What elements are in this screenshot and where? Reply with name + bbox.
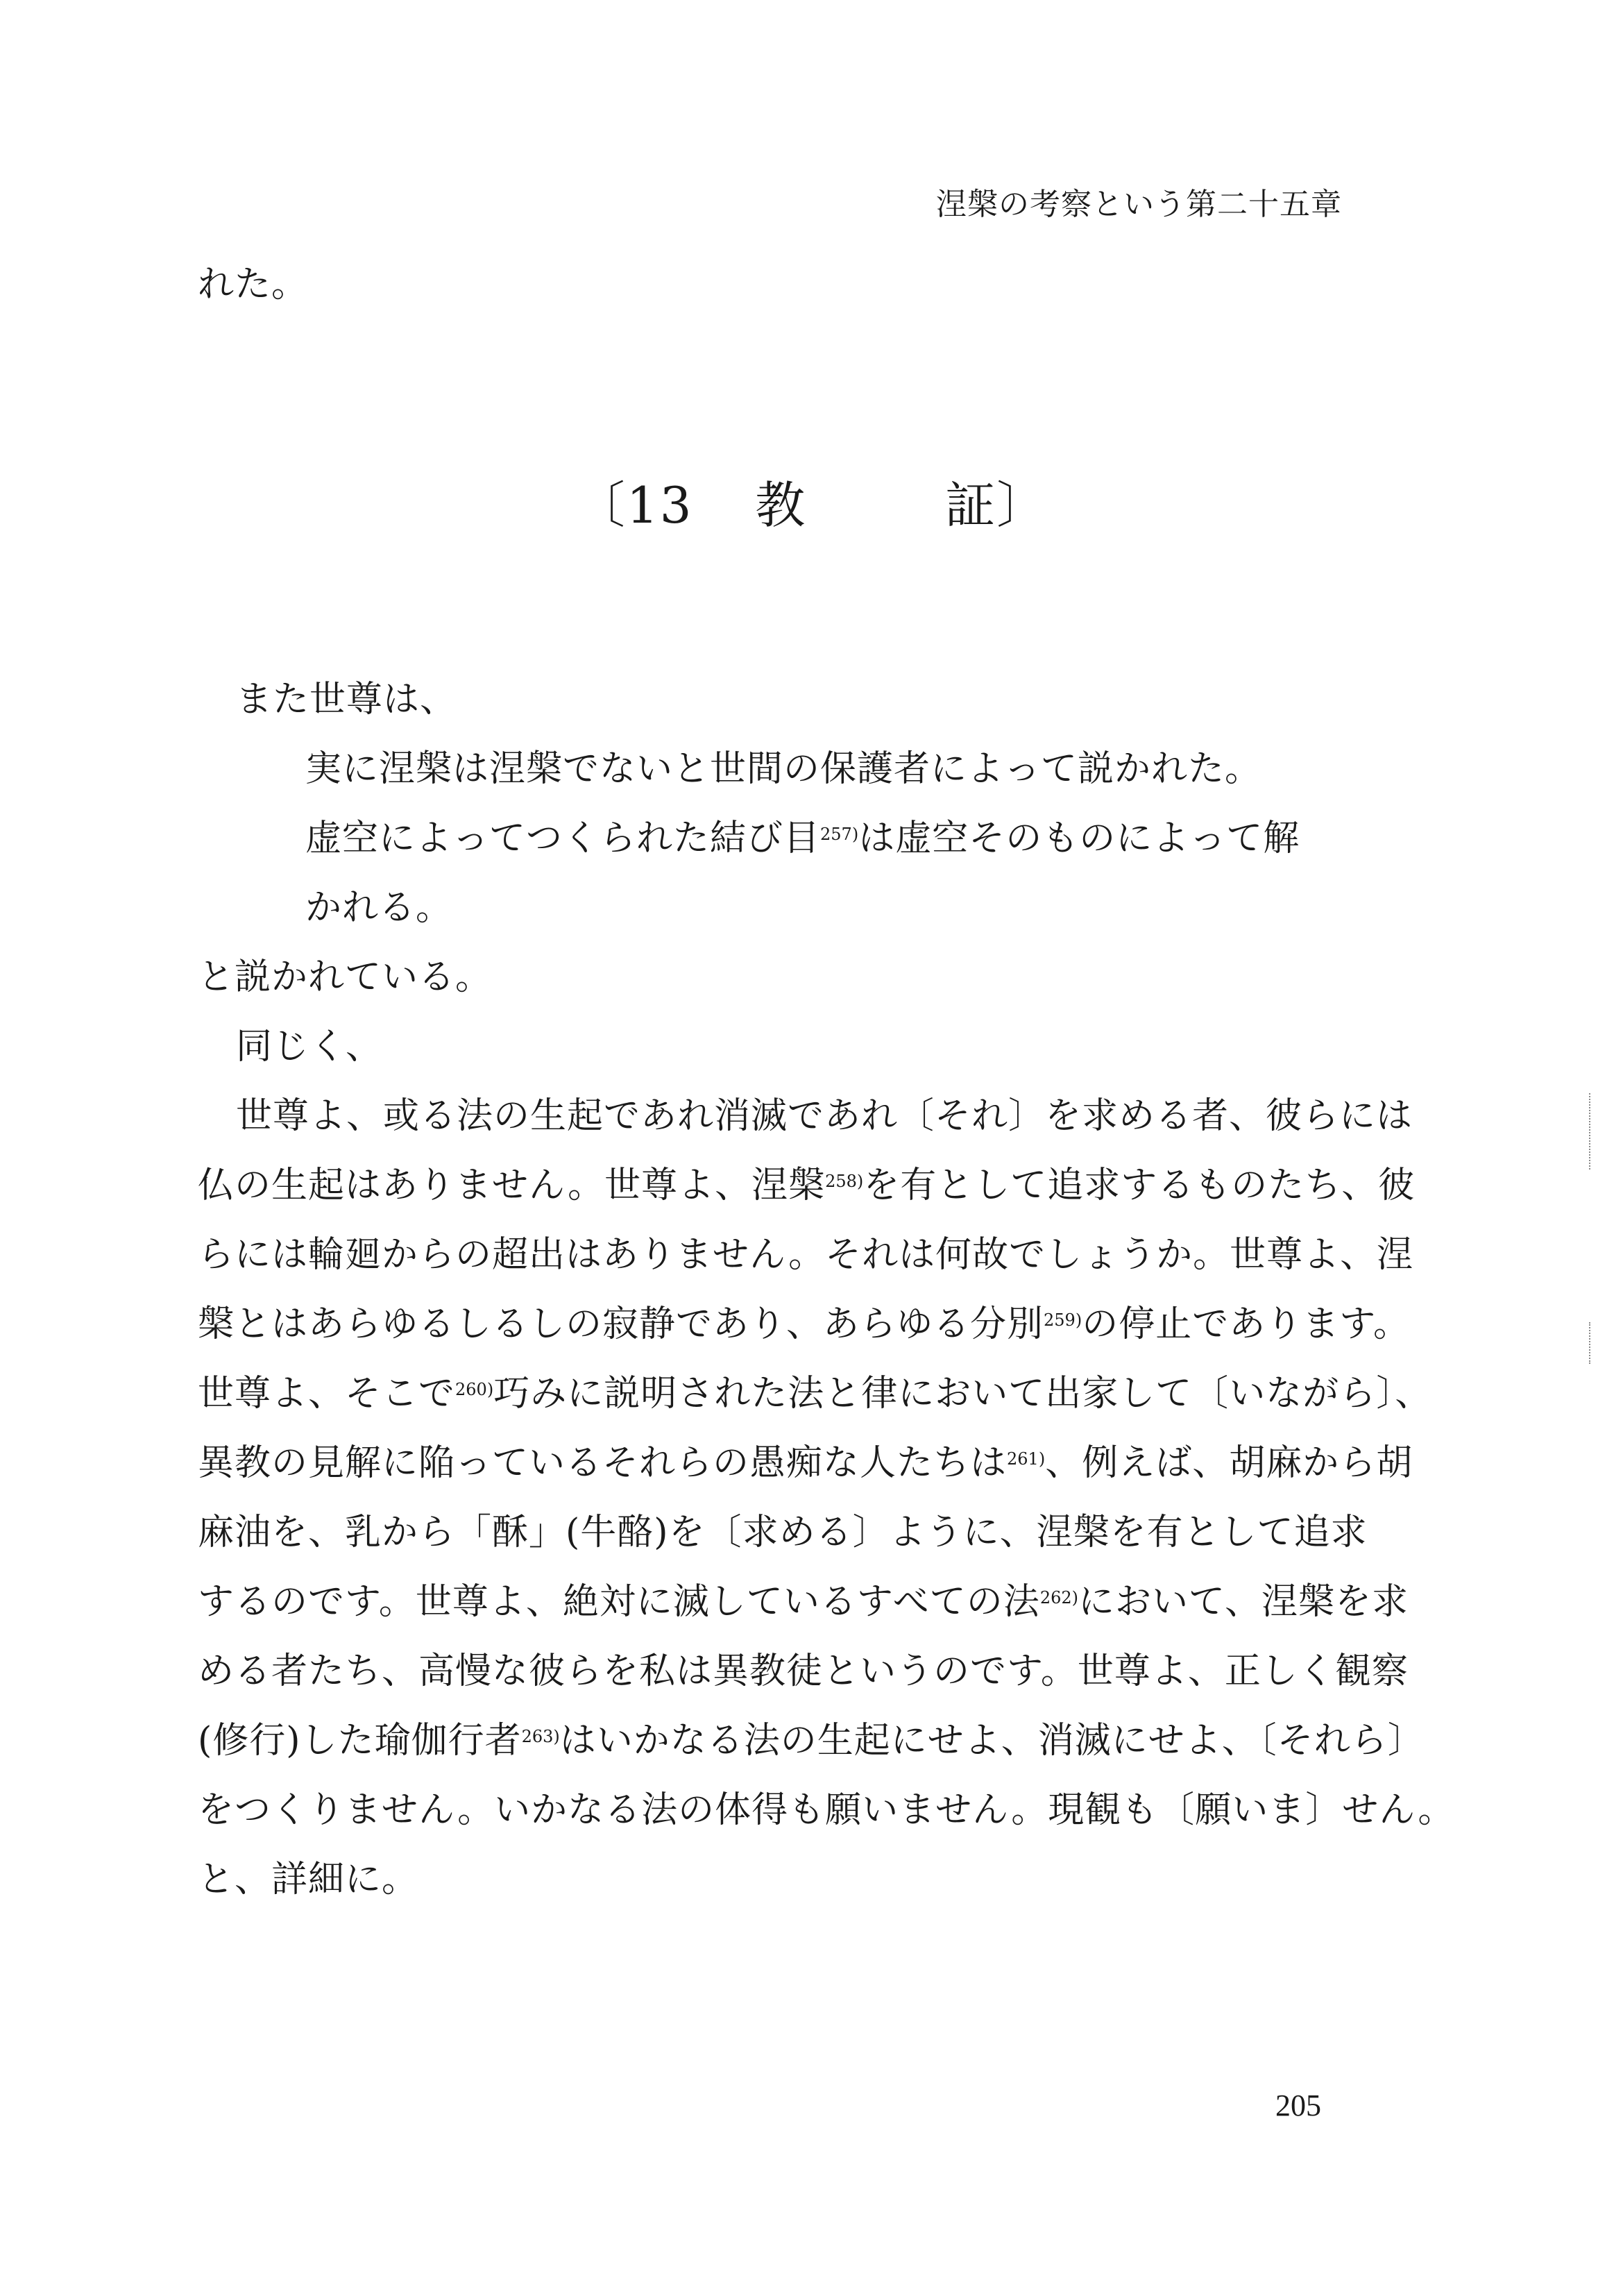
paragraph-line xyxy=(198,1581,1409,1623)
paragraph-text: 世尊よ、そこで xyxy=(198,1373,456,1415)
paragraph-text: するのです。世尊よ、絶対に滅しているすべての法 xyxy=(198,1581,1040,1623)
paragraph-text: 、例えば、胡麻から胡 xyxy=(1045,1442,1413,1484)
margin-scan-marks xyxy=(1589,1322,1595,1364)
paragraph-text: をつくりません。いかなる法の体得も願いません。現観も〔願いま〕せん。 xyxy=(198,1789,1455,1831)
paragraph-text: 世尊よ、或る法の生起であれ消滅であれ〔それ〕を求める者、彼らには xyxy=(236,1095,1413,1137)
verse-text: 実に涅槃は涅槃でないと世間の保護者によって説かれた。 xyxy=(305,748,1262,790)
footnote-marker: 263) xyxy=(521,1727,560,1746)
verse-line xyxy=(305,818,1300,859)
verse-line xyxy=(305,748,1261,790)
paragraph-text: を有として追求するものたち、彼 xyxy=(863,1165,1416,1206)
section-heading-word-2: 証〕 xyxy=(945,476,1048,534)
section-heading-word-1: 教 xyxy=(755,476,807,534)
paragraph-line xyxy=(198,1373,1431,1415)
margin-scan-marks xyxy=(1589,1093,1595,1170)
previous-page-ending: れた。 xyxy=(198,264,309,305)
paragraph-line xyxy=(198,1165,1415,1206)
paragraph-text: める者たち、高慢な彼らを私は異教徒というのです。世尊よ、正しく観察 xyxy=(198,1651,1409,1692)
page-number: 205 xyxy=(1275,2088,1321,2122)
onaji-line: 同じく、 xyxy=(236,1026,382,1067)
paragraph-text: 槃とはあらゆるしるしの寂静であり、あらゆる分別 xyxy=(198,1303,1044,1345)
after-verse-line: と説かれている。 xyxy=(198,956,493,998)
section-heading xyxy=(0,465,1623,537)
paragraph-text: (修行)した瑜伽行者 xyxy=(198,1720,522,1762)
intro-line: また世尊は、 xyxy=(236,679,457,720)
verse-text: かれる。 xyxy=(305,887,453,929)
footnote-marker: 257) xyxy=(820,825,859,844)
paragraph-line xyxy=(236,1095,1413,1137)
paragraph-text: 異教の見解に陥っているそれらの愚痴な人たちは xyxy=(198,1442,1008,1484)
paragraph-line xyxy=(198,1442,1413,1484)
verse-text: は虚空そのものによって解 xyxy=(858,818,1300,859)
running-head: 涅槃の考察という第二十五章 xyxy=(936,187,1342,222)
paragraph-line xyxy=(198,1234,1413,1276)
paragraph-text: において、涅槃を求 xyxy=(1078,1581,1409,1623)
footnote-marker: 260) xyxy=(455,1380,494,1399)
footnote-marker: 259) xyxy=(1044,1310,1082,1330)
paragraph-text: はいかなる法の生起にせよ、消滅にせよ、〔それら〕 xyxy=(559,1720,1425,1762)
paragraph-line xyxy=(198,1303,1410,1345)
section-heading-number: 〔13 xyxy=(575,476,693,534)
paragraph-text: 巧みに説明された法と律において出家して〔いながら〕、 xyxy=(493,1373,1432,1415)
closing-line: と、詳細に。 xyxy=(198,1859,419,1900)
verse-line xyxy=(305,887,452,929)
footnote-marker: 261) xyxy=(1007,1449,1046,1469)
footnote-marker: 258) xyxy=(825,1172,864,1191)
paragraph-text: の停止であります。 xyxy=(1082,1303,1411,1345)
paragraph-line xyxy=(198,1789,1454,1831)
paragraph-line xyxy=(198,1512,1368,1553)
verse-text: 虚空によってつくられた結び目 xyxy=(305,818,821,859)
paragraph-text: 仏の生起はありません。世尊よ、涅槃 xyxy=(198,1165,826,1206)
paragraph-line xyxy=(198,1720,1425,1762)
paragraph-text: らには輪廻からの超出はありません。それは何故でしょうか。世尊よ、涅 xyxy=(198,1234,1414,1276)
footnote-marker: 262) xyxy=(1039,1588,1078,1607)
paragraph-line xyxy=(198,1651,1409,1692)
paragraph-text: 麻油を、乳から「酥」(牛酪)を〔求める〕ように、涅槃を有として追求 xyxy=(198,1512,1368,1553)
